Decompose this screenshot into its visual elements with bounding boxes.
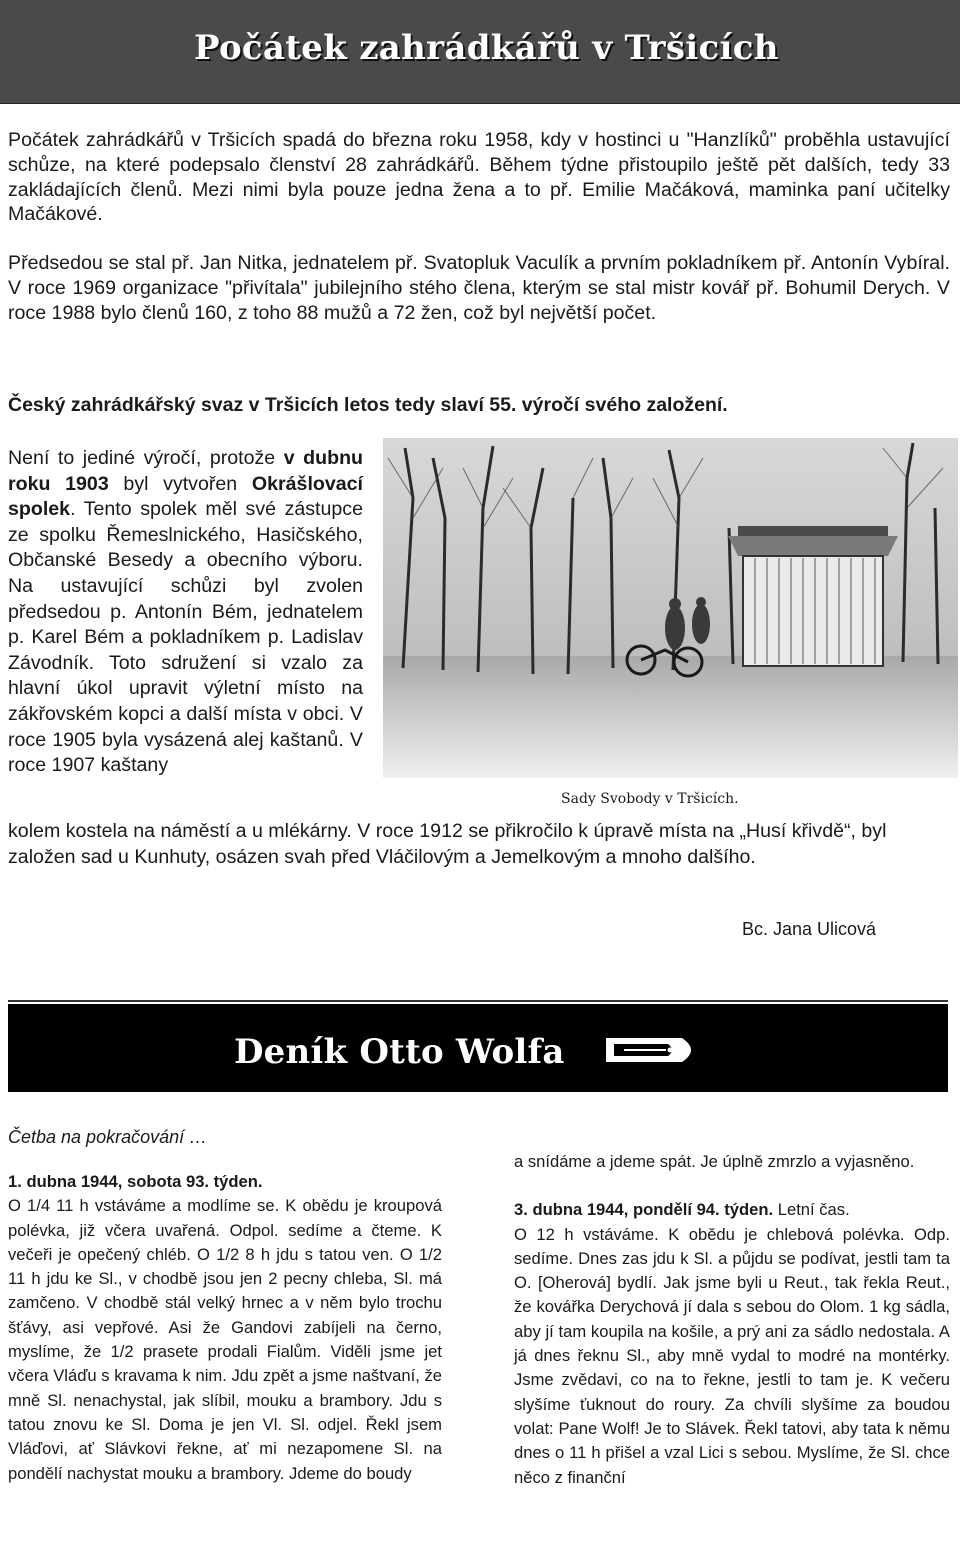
- story-continuation: kolem kostela na náměstí a u mlékárny. V roce 1912 se přikročilo k úpravě místa na „Husí křivdě“, byl založen sad u Kunhuty, osázen svah před Vláčilovým a Jemelkovým a mnoho dalšího.: [8, 820, 887, 868]
- story-bold-date: v dubnu roku 1903: [8, 447, 364, 495]
- photo-caption: Sady Svobody v Tršicích.: [561, 791, 739, 807]
- diary-entry-text-1: O 1/4 11 h vstáváme a modlíme se. K obědu je kroupová polévka, již včera uvařená. Odpol. sedíme a čteme. K večeři je opečený chléb. O 1/2 8 h jdu s tatou ven. O 1/2 11 h jdu ke Sl., v chodbě jsou jen 2 pecny chleba, Sl. má zamčeno. V chodbě stál velký hrnec a v něm bylo trochu šťávy, asi vepřové. Asi že Gandovi zabíjeli na černo, myslíme, že 1/2 prasete prodali Fialům. Viděli jsme jet včera Vláďu s kravama k nim. Jdu zpět a jsme naštvaní, že mně Sl. nenachystal, jak slíbil, mouku a brambory. Jdu s tatou znovu ke Sl. Doma je jen Vl. Sl. odjel. Řekl jsem Vláďovi, ať Slávkovi řekne, ať mi nezapomene Sl. na pondělí nachystat mouku a brambory. Jdeme do boudy: [8, 1196, 442, 1483]
- historic-photo: [383, 438, 958, 818]
- title-banner: [0, 0, 960, 104]
- author-signature: Bc. Jana Ulicová: [742, 919, 877, 939]
- intro-paragraph-1: Počátek zahrádkářů v Tršicích spadá do března roku 1958, kdy v hostinci u "Hanzlíků" proběhla ustavující schůze, na které podepsalo členství 28 zahrádkářů. Během týdne přistoupilo ještě pět dalších, tedy 33 zakládajících členů. Mezi nimi byla pouze jedna žena a to př. Emilie Mačáková, maminka paní učitelky Mačákové.: [8, 129, 950, 226]
- story-text-3: . Tento spolek měl své zástupce ze spolku Řemeslnického, Hasičského, Občanské Besedy a obecního výboru. Na ustavující schůzi byl zvolen předsedou p. Antonín Bém, jednatelem p. Karel Bém a pokladníkem p. Ladislav Závodník. Toto sdružení si vzalo za hlavní úkol upravit výletní místo na zákřovském kopci a další místa v obci. V roce 1905 byla vysázená alej kaštanů. V roce 1907 kaštany: [8, 498, 363, 777]
- diary-entry-date-2: 3. dubna 1944, pondělí 94. týden.: [514, 1200, 774, 1220]
- diary-column-right: [514, 1150, 950, 1490]
- intro-paragraph-2: Předsedou se stal př. Jan Nitka, jednatelem př. Svatopluk Vaculík a prvním pokladníkem př. Antonín Vybíral. V roce 1969 organizace "přivítala" jubilejního stého člena, kterým se stal mistr kovář př. Bohumil Derych. V roce 1988 bylo členů 160, z toho 88 mužů a 72 žen, což byl největší počet.: [8, 252, 950, 324]
- section-divider: [8, 1000, 948, 1002]
- story-bold-society: Okrášlovací spolek: [8, 472, 363, 521]
- diary-column-left: [8, 1170, 442, 1486]
- story-paragraph: [8, 446, 363, 779]
- diary-banner-title: Deník Otto Wolfa: [234, 1032, 565, 1072]
- diary-entry-date-suffix: Letní čas.: [773, 1200, 850, 1220]
- fountain-pen-icon: [604, 1032, 702, 1068]
- anniversary-heading: Český zahrádkářský svaz v Tršicích letos tedy slaví 55. výročí svého založení.: [8, 394, 728, 416]
- story-text-1: Není to jediné výročí, protože: [8, 447, 284, 469]
- page-title: Počátek zahrádkářů v Tršicích: [194, 28, 779, 68]
- story-text-2: byl vytvořen: [108, 472, 252, 495]
- serial-reading-label: Četba na pokračování …: [8, 1127, 208, 1147]
- intro-section: [8, 128, 950, 326]
- diary-entry-continuation: a snídáme a jdeme spát. Je úplně zmrzlo a vyjasněno.: [514, 1152, 915, 1171]
- diary-entry-text-2: O 12 h vstáváme. K obědu je chlebová polévka. Odp. sedíme. Dnes zas jdu k Sl. a půjdu se podívat, jestli tam ta O. [Oherová] bydlí. Jak jsme byli u Reut., tak řekla Reut., že kovářka Derychová jí dala s sebou do Olom. 1 kg sádla, aby jí tam koupila na košile, a prý ani za sádlo nedostala. A já dnes řeknu Sl., aby mně vydal to modré na montérky. Jsme zvědavi, co na to řekne, jestli to tam je. K večeru slyšíme ťuknout do roury. Za chvíli slyšíme za boudou volat: Pane Wolf! Je to Slávek. Řekl tatovi, aby tata k němu dnes o 11 h přišel a vzal Lici s sebou. Myslíme, že Sl. chce něco z finanční: [514, 1224, 950, 1487]
- diary-entry-date-1: 1. dubna 1944, sobota 93. týden.: [8, 1172, 263, 1191]
- diary-banner: [8, 1004, 948, 1092]
